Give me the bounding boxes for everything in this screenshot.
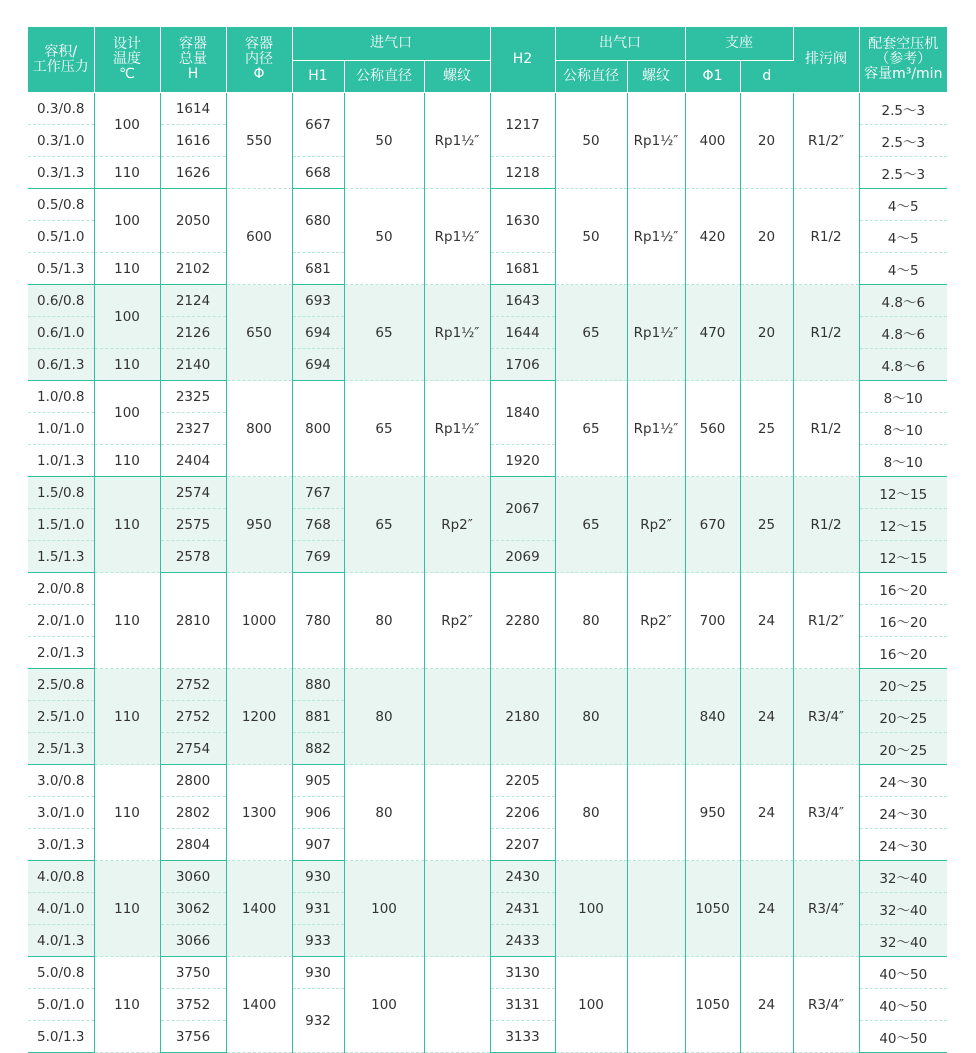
cell-outlet-nominal-diameter: 50	[555, 93, 627, 189]
cell-inlet-h1: 907	[292, 829, 344, 861]
cell-total-height: 3066	[160, 925, 226, 957]
spec-group	[28, 285, 947, 381]
cell-compressor-capacity: 16～20	[859, 637, 947, 669]
cell-total-height: 2800	[160, 765, 226, 797]
cell-inlet-h1: 681	[292, 253, 344, 285]
cell-inlet-nominal-diameter: 80	[344, 765, 424, 861]
col-h2: H2	[490, 27, 555, 93]
cell-volume-pressure: 0.5/1.0	[28, 221, 94, 253]
cell-inlet-h1: 668	[292, 157, 344, 189]
cell-inner-diameter: 1300	[226, 765, 292, 861]
cell-drain-valve: R1/2	[793, 189, 859, 285]
cell-volume-pressure: 0.6/1.0	[28, 317, 94, 349]
cell-h2: 2280	[490, 573, 555, 669]
cell-total-height: 2124	[160, 285, 226, 317]
cell-inner-diameter: 650	[226, 285, 292, 381]
cell-volume-pressure: 0.5/0.8	[28, 189, 94, 221]
cell-inlet-h1: 930	[292, 861, 344, 893]
cell-outlet-nominal-diameter: 100	[555, 861, 627, 957]
cell-inlet-nominal-diameter: 100	[344, 957, 424, 1053]
cell-compressor-capacity: 20～25	[859, 701, 947, 733]
cell-total-height: 2754	[160, 733, 226, 765]
cell-drain-valve: R3/4″	[793, 861, 859, 957]
cell-compressor-capacity: 24～30	[859, 765, 947, 797]
cell-total-height: 2102	[160, 253, 226, 285]
table-row	[28, 861, 947, 893]
cell-inlet-thread: Rp1½″	[424, 189, 490, 285]
cell-inlet-thread	[424, 861, 490, 957]
cell-drain-valve: R3/4″	[793, 765, 859, 861]
cell-inlet-h1: 930	[292, 957, 344, 989]
cell-h2: 3130	[490, 957, 555, 989]
cell-drain-valve: R3/4″	[793, 957, 859, 1053]
cell-volume-pressure: 2.5/1.0	[28, 701, 94, 733]
cell-outlet-nominal-diameter: 65	[555, 285, 627, 381]
cell-inlet-thread	[424, 957, 490, 1053]
cell-support-phi1: 700	[685, 573, 740, 669]
cell-volume-pressure: 0.6/0.8	[28, 285, 94, 317]
cell-support-phi1: 1050	[685, 861, 740, 957]
cell-compressor-capacity: 20～25	[859, 669, 947, 701]
cell-compressor-capacity: 16～20	[859, 605, 947, 637]
air-tank-spec-table	[28, 27, 947, 1053]
cell-volume-pressure: 0.5/1.3	[28, 253, 94, 285]
col-inlet: 进气口	[292, 27, 490, 61]
col-inner-diameter: 容器 内径 Φ	[226, 27, 292, 93]
cell-volume-pressure: 0.3/1.3	[28, 157, 94, 189]
cell-drain-valve: R3/4″	[793, 669, 859, 765]
col-support-d: d	[740, 61, 793, 93]
cell-compressor-capacity: 2.5～3	[859, 93, 947, 125]
cell-compressor-capacity: 24～30	[859, 829, 947, 861]
cell-volume-pressure: 5.0/1.0	[28, 989, 94, 1021]
cell-drain-valve: R1/2″	[793, 93, 859, 189]
cell-inlet-h1: 694	[292, 349, 344, 381]
spec-table-wrapper	[28, 27, 947, 1053]
table-row	[28, 669, 947, 701]
cell-outlet-nominal-diameter: 65	[555, 477, 627, 573]
cell-design-temp: 110	[94, 957, 160, 1053]
cell-outlet-thread: Rp2″	[627, 573, 685, 669]
cell-inlet-h1: 933	[292, 925, 344, 957]
cell-volume-pressure: 2.5/0.8	[28, 669, 94, 701]
cell-outlet-thread	[627, 765, 685, 861]
cell-volume-pressure: 2.0/1.3	[28, 637, 94, 669]
cell-compressor-capacity: 40～50	[859, 1021, 947, 1053]
cell-total-height: 1614	[160, 93, 226, 125]
cell-inlet-h1: 667	[292, 93, 344, 157]
cell-total-height: 2752	[160, 701, 226, 733]
cell-support-d: 24	[740, 669, 793, 765]
cell-inlet-thread: Rp2″	[424, 477, 490, 573]
cell-volume-pressure: 2.0/0.8	[28, 573, 94, 605]
cell-support-d: 20	[740, 285, 793, 381]
cell-drain-valve: R1/2	[793, 477, 859, 573]
cell-design-temp: 100	[94, 381, 160, 445]
cell-design-temp: 100	[94, 93, 160, 157]
cell-support-phi1: 1050	[685, 957, 740, 1053]
table-row	[28, 285, 947, 317]
cell-drain-valve: R1/2″	[793, 573, 859, 669]
col-inlet-h1: H1	[292, 61, 344, 93]
cell-design-temp: 100	[94, 189, 160, 253]
cell-volume-pressure: 3.0/1.3	[28, 829, 94, 861]
cell-compressor-capacity: 24～30	[859, 797, 947, 829]
spec-group	[28, 381, 947, 477]
cell-design-temp: 110	[94, 349, 160, 381]
cell-h2: 1681	[490, 253, 555, 285]
cell-h2: 2433	[490, 925, 555, 957]
cell-outlet-thread: Rp2″	[627, 477, 685, 573]
col-volume-pressure: 容积/ 工作压力	[28, 27, 94, 93]
cell-inlet-h1: 931	[292, 893, 344, 925]
spec-group	[28, 93, 947, 189]
cell-inner-diameter: 1000	[226, 573, 292, 669]
cell-inlet-nominal-diameter: 65	[344, 285, 424, 381]
cell-inlet-h1: 881	[292, 701, 344, 733]
cell-compressor-capacity: 40～50	[859, 957, 947, 989]
spec-group	[28, 669, 947, 765]
cell-inner-diameter: 1200	[226, 669, 292, 765]
spec-group	[28, 861, 947, 957]
cell-inner-diameter: 600	[226, 189, 292, 285]
col-inlet-thread: 螺纹	[424, 61, 490, 93]
cell-inlet-thread: Rp1½″	[424, 93, 490, 189]
cell-inlet-thread: Rp1½″	[424, 285, 490, 381]
cell-drain-valve: R1/2	[793, 285, 859, 381]
cell-inlet-h1: 693	[292, 285, 344, 317]
col-support: 支座	[685, 27, 793, 61]
cell-inlet-nominal-diameter: 65	[344, 381, 424, 477]
cell-outlet-nominal-diameter: 80	[555, 573, 627, 669]
cell-compressor-capacity: 8～10	[859, 381, 947, 413]
cell-compressor-capacity: 32～40	[859, 861, 947, 893]
cell-total-height: 2578	[160, 541, 226, 573]
cell-inlet-h1: 880	[292, 669, 344, 701]
cell-total-height: 1626	[160, 157, 226, 189]
cell-support-d: 24	[740, 765, 793, 861]
col-outlet: 出气口	[555, 27, 685, 61]
cell-support-d: 24	[740, 957, 793, 1053]
cell-total-height: 2404	[160, 445, 226, 477]
cell-h2: 2205	[490, 765, 555, 797]
cell-inlet-nominal-diameter: 50	[344, 189, 424, 285]
cell-support-phi1: 420	[685, 189, 740, 285]
cell-support-d: 24	[740, 573, 793, 669]
cell-h2: 1218	[490, 157, 555, 189]
cell-design-temp: 110	[94, 157, 160, 189]
cell-h2: 1217	[490, 93, 555, 157]
cell-inlet-h1: 800	[292, 381, 344, 477]
col-total-height: 容器 总量 H	[160, 27, 226, 93]
cell-inner-diameter: 550	[226, 93, 292, 189]
cell-compressor-capacity: 4.8～6	[859, 285, 947, 317]
table-row	[28, 477, 947, 509]
cell-inlet-h1: 694	[292, 317, 344, 349]
cell-support-d: 20	[740, 189, 793, 285]
cell-total-height: 2575	[160, 509, 226, 541]
table-row	[28, 381, 947, 413]
cell-inner-diameter: 1400	[226, 957, 292, 1053]
cell-volume-pressure: 1.0/1.3	[28, 445, 94, 477]
cell-outlet-thread: Rp1½″	[627, 381, 685, 477]
cell-volume-pressure: 3.0/1.0	[28, 797, 94, 829]
cell-volume-pressure: 3.0/0.8	[28, 765, 94, 797]
cell-h2: 2207	[490, 829, 555, 861]
cell-volume-pressure: 2.5/1.3	[28, 733, 94, 765]
cell-total-height: 2126	[160, 317, 226, 349]
cell-compressor-capacity: 16～20	[859, 573, 947, 605]
cell-compressor-capacity: 4.8～6	[859, 349, 947, 381]
cell-support-phi1: 560	[685, 381, 740, 477]
cell-inlet-nominal-diameter: 65	[344, 477, 424, 573]
spec-group	[28, 573, 947, 669]
spec-group	[28, 765, 947, 861]
cell-total-height: 3060	[160, 861, 226, 893]
cell-volume-pressure: 1.5/0.8	[28, 477, 94, 509]
cell-outlet-nominal-diameter: 80	[555, 765, 627, 861]
table-row	[28, 957, 947, 989]
cell-compressor-capacity: 12～15	[859, 477, 947, 509]
cell-total-height: 2810	[160, 573, 226, 669]
cell-total-height: 3756	[160, 1021, 226, 1053]
cell-inlet-h1: 769	[292, 541, 344, 573]
cell-compressor-capacity: 8～10	[859, 445, 947, 477]
col-outlet-nominal-diameter: 公称直径	[555, 61, 627, 93]
cell-total-height: 2752	[160, 669, 226, 701]
cell-h2: 2430	[490, 861, 555, 893]
cell-total-height: 2804	[160, 829, 226, 861]
cell-design-temp: 110	[94, 765, 160, 861]
cell-inlet-h1: 932	[292, 989, 344, 1053]
cell-outlet-nominal-diameter: 100	[555, 957, 627, 1053]
cell-compressor-capacity: 8～10	[859, 413, 947, 445]
cell-volume-pressure: 0.3/0.8	[28, 93, 94, 125]
cell-compressor-capacity: 4.8～6	[859, 317, 947, 349]
cell-outlet-nominal-diameter: 80	[555, 669, 627, 765]
cell-h2: 2180	[490, 669, 555, 765]
spec-group	[28, 477, 947, 573]
cell-inlet-h1: 767	[292, 477, 344, 509]
cell-volume-pressure: 5.0/1.3	[28, 1021, 94, 1053]
cell-design-temp: 110	[94, 573, 160, 669]
cell-support-phi1: 840	[685, 669, 740, 765]
table-row	[28, 573, 947, 605]
cell-volume-pressure: 1.0/1.0	[28, 413, 94, 445]
cell-h2: 1630	[490, 189, 555, 253]
cell-outlet-nominal-diameter: 50	[555, 189, 627, 285]
cell-total-height: 3062	[160, 893, 226, 925]
cell-total-height: 1616	[160, 125, 226, 157]
cell-drain-valve: R1/2	[793, 381, 859, 477]
cell-compressor-capacity: 40～50	[859, 989, 947, 1021]
col-compressor: 配套空压机 （参考） 容量m³/min	[859, 27, 947, 93]
cell-volume-pressure: 1.0/0.8	[28, 381, 94, 413]
cell-total-height: 2327	[160, 413, 226, 445]
cell-h2: 1706	[490, 349, 555, 381]
cell-inlet-nominal-diameter: 100	[344, 861, 424, 957]
cell-support-phi1: 670	[685, 477, 740, 573]
cell-compressor-capacity: 4～5	[859, 189, 947, 221]
cell-design-temp: 110	[94, 445, 160, 477]
cell-volume-pressure: 4.0/0.8	[28, 861, 94, 893]
table-row	[28, 765, 947, 797]
cell-inlet-h1: 768	[292, 509, 344, 541]
cell-h2: 2069	[490, 541, 555, 573]
cell-h2: 1643	[490, 285, 555, 317]
cell-inlet-thread	[424, 765, 490, 861]
cell-volume-pressure: 0.3/1.0	[28, 125, 94, 157]
cell-support-d: 24	[740, 861, 793, 957]
cell-inlet-h1: 906	[292, 797, 344, 829]
col-drain-valve: 排污阀	[793, 27, 859, 93]
cell-design-temp: 110	[94, 861, 160, 957]
cell-total-height: 3750	[160, 957, 226, 989]
cell-outlet-thread	[627, 669, 685, 765]
cell-h2: 1920	[490, 445, 555, 477]
cell-volume-pressure: 1.5/1.0	[28, 509, 94, 541]
cell-support-d: 25	[740, 381, 793, 477]
cell-support-phi1: 950	[685, 765, 740, 861]
cell-inlet-h1: 905	[292, 765, 344, 797]
cell-support-phi1: 400	[685, 93, 740, 189]
cell-total-height: 2050	[160, 189, 226, 253]
cell-design-temp: 110	[94, 253, 160, 285]
cell-compressor-capacity: 32～40	[859, 925, 947, 957]
cell-inner-diameter: 1400	[226, 861, 292, 957]
table-row	[28, 189, 947, 221]
cell-total-height: 2574	[160, 477, 226, 509]
cell-outlet-thread	[627, 861, 685, 957]
cell-h2: 2206	[490, 797, 555, 829]
cell-support-phi1: 470	[685, 285, 740, 381]
cell-support-d: 20	[740, 93, 793, 189]
cell-inlet-nominal-diameter: 80	[344, 573, 424, 669]
cell-h2: 3133	[490, 1021, 555, 1053]
spec-group	[28, 957, 947, 1053]
cell-design-temp: 100	[94, 285, 160, 349]
cell-outlet-thread	[627, 957, 685, 1053]
cell-compressor-capacity: 12～15	[859, 541, 947, 573]
col-design-temp: 设计 温度 ℃	[94, 27, 160, 93]
cell-inlet-thread	[424, 669, 490, 765]
cell-inner-diameter: 950	[226, 477, 292, 573]
col-outlet-thread: 螺纹	[627, 61, 685, 93]
cell-volume-pressure: 4.0/1.3	[28, 925, 94, 957]
cell-inlet-thread: Rp2″	[424, 573, 490, 669]
cell-volume-pressure: 4.0/1.0	[28, 893, 94, 925]
cell-h2: 2067	[490, 477, 555, 541]
cell-compressor-capacity: 4～5	[859, 221, 947, 253]
cell-support-d: 25	[740, 477, 793, 573]
cell-volume-pressure: 5.0/0.8	[28, 957, 94, 989]
cell-volume-pressure: 2.0/1.0	[28, 605, 94, 637]
cell-outlet-nominal-diameter: 65	[555, 381, 627, 477]
cell-volume-pressure: 1.5/1.3	[28, 541, 94, 573]
cell-total-height: 2140	[160, 349, 226, 381]
cell-inlet-nominal-diameter: 50	[344, 93, 424, 189]
cell-compressor-capacity: 32～40	[859, 893, 947, 925]
cell-outlet-thread: Rp1½″	[627, 285, 685, 381]
cell-inlet-thread: Rp1½″	[424, 381, 490, 477]
cell-h2: 1840	[490, 381, 555, 445]
col-inlet-nominal-diameter: 公称直径	[344, 61, 424, 93]
table-row	[28, 93, 947, 125]
cell-volume-pressure: 0.6/1.3	[28, 349, 94, 381]
table-header	[28, 27, 947, 93]
cell-total-height: 3752	[160, 989, 226, 1021]
cell-compressor-capacity: 20～25	[859, 733, 947, 765]
cell-compressor-capacity: 2.5～3	[859, 157, 947, 189]
spec-group	[28, 189, 947, 285]
cell-outlet-thread: Rp1½″	[627, 189, 685, 285]
cell-total-height: 2325	[160, 381, 226, 413]
cell-inlet-h1: 882	[292, 733, 344, 765]
cell-compressor-capacity: 2.5～3	[859, 125, 947, 157]
cell-inlet-h1: 780	[292, 573, 344, 669]
cell-compressor-capacity: 12～15	[859, 509, 947, 541]
cell-design-temp: 110	[94, 477, 160, 573]
cell-inlet-nominal-diameter: 80	[344, 669, 424, 765]
cell-h2: 2431	[490, 893, 555, 925]
cell-h2: 3131	[490, 989, 555, 1021]
cell-inlet-h1: 680	[292, 189, 344, 253]
cell-h2: 1644	[490, 317, 555, 349]
cell-total-height: 2802	[160, 797, 226, 829]
cell-inner-diameter: 800	[226, 381, 292, 477]
col-support-phi1: Φ1	[685, 61, 740, 93]
cell-design-temp: 110	[94, 669, 160, 765]
cell-compressor-capacity: 4～5	[859, 253, 947, 285]
cell-outlet-thread: Rp1½″	[627, 93, 685, 189]
